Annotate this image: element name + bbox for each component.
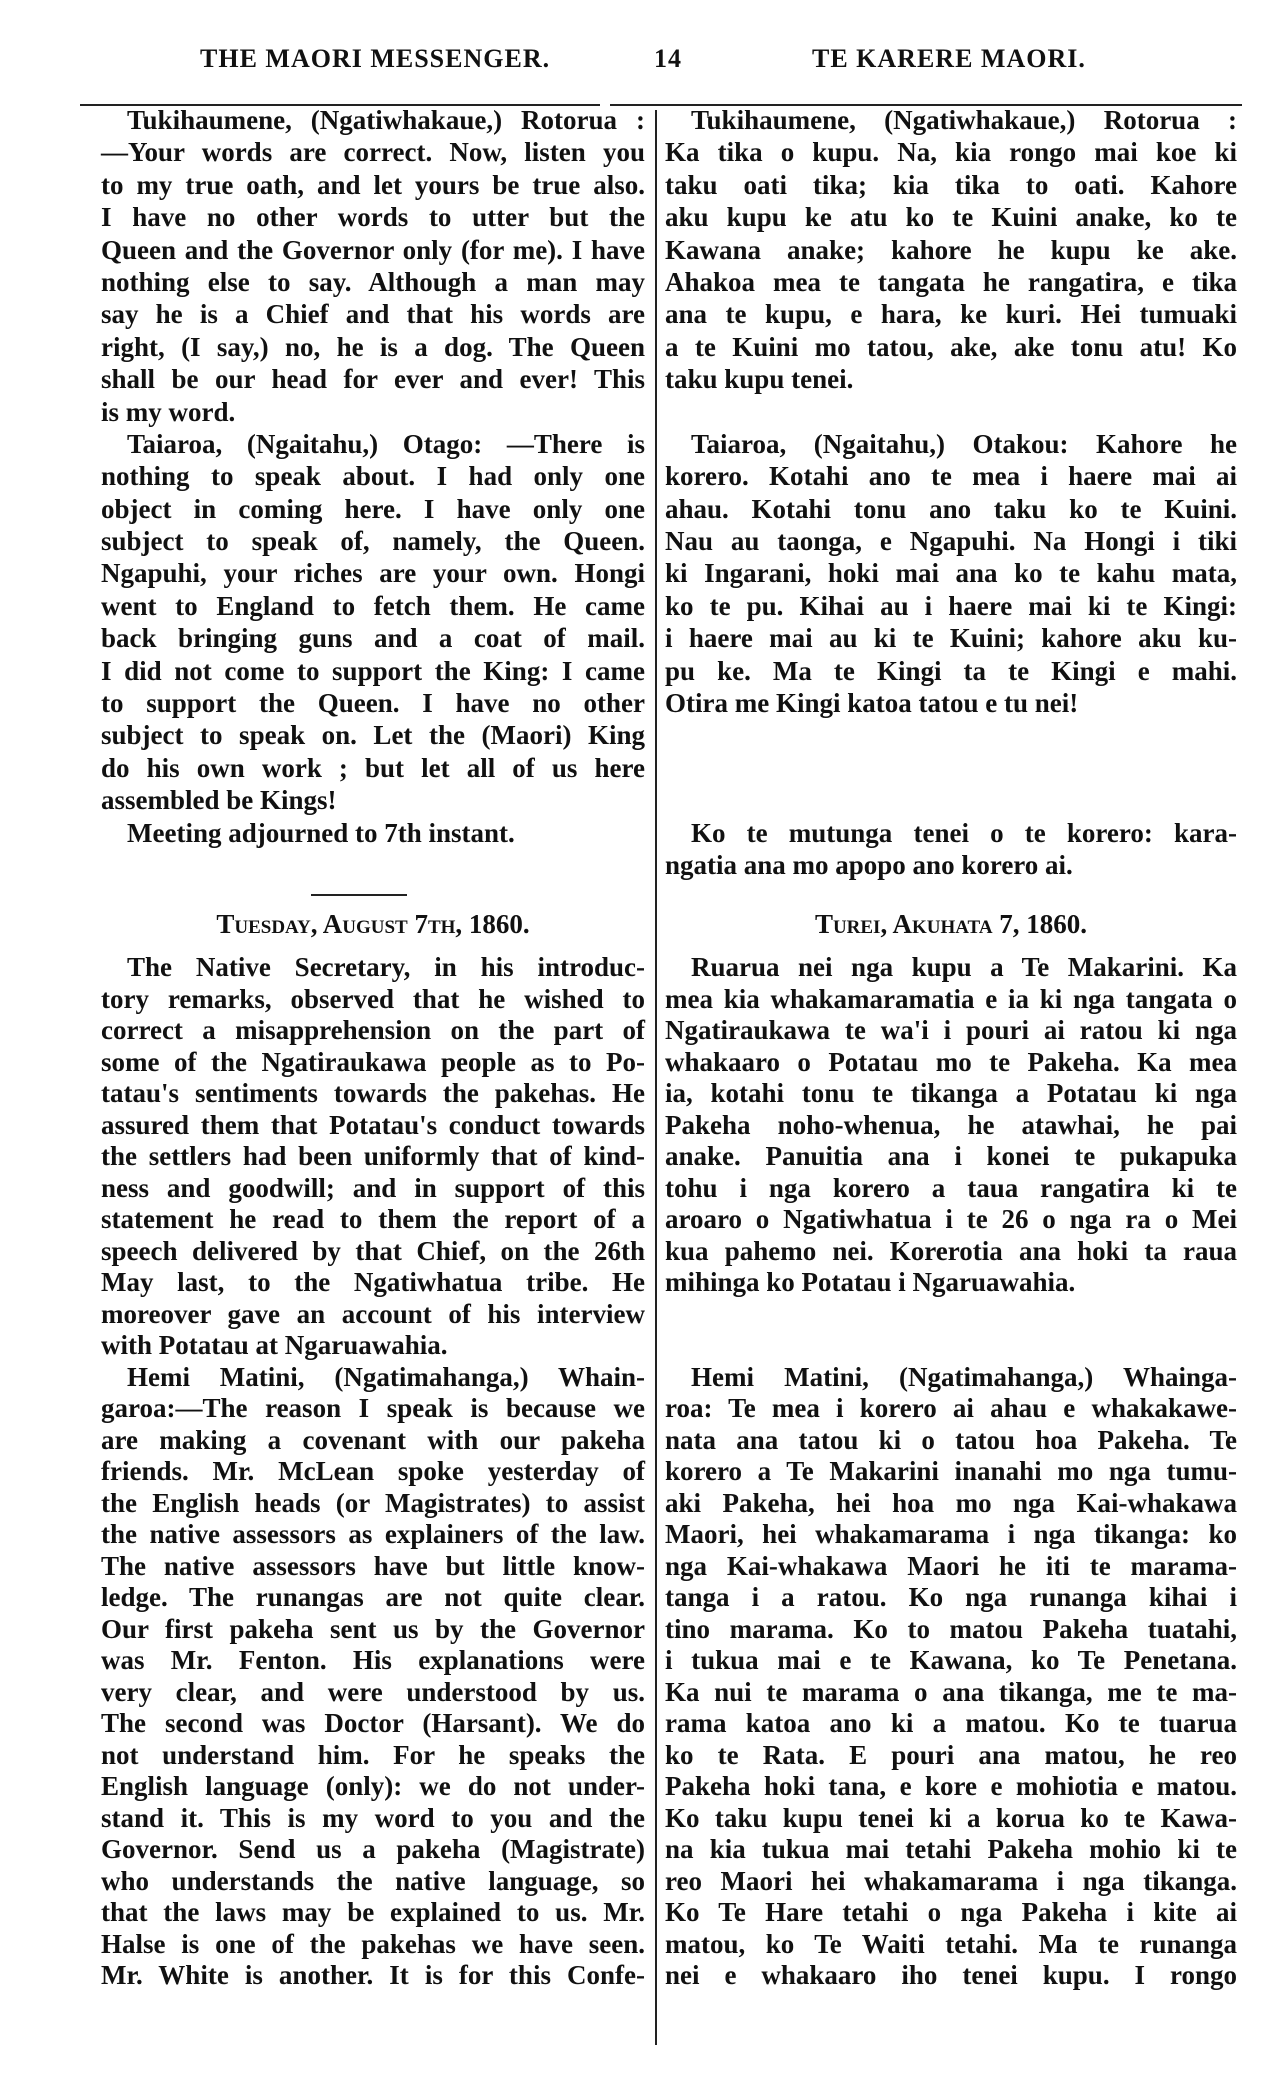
text-line: ana te kupu, e hara, ke kuri. Hei tumuaki (665, 299, 1237, 330)
text-line: Ka nui te marama o ana tikanga, me te ma- (665, 1676, 1237, 1707)
text-line: Maori, hei whakamarama i nga tikanga: ko (665, 1519, 1237, 1549)
text-line: Taiaroa, (Ngaitahu,) Otago: —There is (127, 428, 645, 459)
text-line: —Your words are correct. Now, listen you (101, 137, 645, 168)
text-line: korero a Te Makarini inanahi mo nga tumu- (665, 1456, 1237, 1486)
text-line: was Mr. Fenton. His explanations were (101, 1645, 645, 1675)
blank-line (665, 784, 1237, 816)
text-line: back bringing guns and a coat of mail. (101, 623, 645, 654)
maori-column-part2 (665, 952, 1237, 1992)
text-line: object in coming here. I have only one (101, 493, 645, 524)
text-line: pu ke. Ma te Kingi ta te Kingi e mahi. (665, 655, 1237, 686)
text-line: ngatia ana mo apopo ano korero ai. (665, 849, 1073, 880)
text-line: some of the Ngatiraukawa people as to Po- (101, 1046, 645, 1077)
masthead-maori-title: TE KARERE MAORI. (812, 44, 1086, 73)
text-line: moreover gave an account of his interview (101, 1298, 645, 1329)
text-line: reo Maori hei whakamarama i nga tikanga. (665, 1865, 1237, 1896)
text-line: The second was Doctor (Harsant). We do (101, 1708, 645, 1738)
text-line: the native assessors as explainers of the law. (101, 1519, 645, 1549)
text-line: aku kupu ke atu ko te Kuini anake, ko te (665, 202, 1237, 233)
text-line: roa: Te mea i korero ai ahau e whakakawe- (665, 1393, 1237, 1423)
text-line: that the laws may be explained to us. Mr. (101, 1897, 645, 1927)
text-line: mihinga ko Potatau i Ngaruawahia. (665, 1267, 1076, 1297)
text-line: ki Ingarani, hoki mai ana ko te kahu mata, (665, 558, 1237, 589)
text-line: garoa:—The reason I speak is because we (101, 1393, 645, 1423)
text-line: with Potatau at Ngaruawahia. (101, 1330, 448, 1360)
text-line: nata ana tatou ki o tatou hoa Pakeha. Te (665, 1424, 1237, 1455)
text-line: went to England to fetch them. He came (101, 590, 645, 621)
text-line: to my true oath, and let yours be true also. (101, 169, 645, 200)
text-line: do his own work ; but let all of us here (101, 752, 645, 783)
text-line: Kawana anake; kahore he kupu ke ake. (665, 234, 1237, 265)
text-line: i tukua mai e te Kawana, ko Te Penetana. (665, 1645, 1237, 1675)
english-date-heading: Tuesday, August 7th, 1860. (216, 909, 530, 939)
maori-date-heading: Turei, Akuhata 7, 1860. (814, 909, 1088, 939)
text-line: Mr. White is another. It is for this Confe- (101, 1960, 645, 1990)
text-line: the settlers had been uniformly that of kind- (101, 1141, 645, 1171)
text-line: stand it. This is my word to you and the (101, 1802, 645, 1833)
text-line: the English heads (or Magistrates) to assist (101, 1487, 645, 1518)
masthead-english-title: THE MAORI MESSENGER. (200, 44, 551, 73)
text-line: ledge. The runangas are not quite clear. (101, 1582, 645, 1612)
text-line: to support the Queen. I have no other (101, 688, 645, 719)
text-line: Hemi Matini, (Ngatimahanga,) Whain- (127, 1361, 645, 1392)
text-line: right, (I say,) no, he is a dog. The Queen (101, 331, 645, 362)
text-line: Ngapuhi, your riches are your own. Hongi (101, 558, 645, 589)
text-line: ia, kotahi tonu te tikanga a Potatau ki nga (665, 1078, 1237, 1108)
blank-line (665, 719, 1237, 751)
blank-line (665, 396, 1237, 428)
page-number: 14 (654, 44, 682, 73)
text-line: anake. Panuitia ana i konei te pukapuka (665, 1141, 1237, 1171)
text-line: subject to speak on. Let the (Maori) King (101, 720, 645, 751)
text-line: ko te Rata. E pouri ana matou, he reo (665, 1739, 1237, 1770)
text-line: Otira me Kingi katoa tatou e tu nei! (665, 688, 1079, 719)
text-line: subject to speak of, namely, the Queen. (101, 526, 645, 557)
text-line: Pakeha hoki tana, e kore e mohiotia e matou. (665, 1771, 1237, 1801)
text-line: tanga i a ratou. Ko nga runanga kihai i (665, 1582, 1237, 1612)
text-line: ahau. Kotahi tonu ano taku ko te Kuini. (665, 493, 1237, 524)
text-line: ko te pu. Kihai au i haere mai ki te Kingi: (665, 590, 1237, 621)
text-line: Nau au taonga, e Ngapuhi. Na Hongi i tiki (665, 526, 1237, 557)
text-line: Ngatiraukawa te wa'i i pouri ai ratou ki nga (665, 1015, 1237, 1045)
text-line: kua pahemo nei. Korerotia ana hoki ta raua (665, 1235, 1237, 1266)
text-line: Pakeha noho-whenua, he atawhai, he pai (665, 1109, 1237, 1140)
text-line: matou, ko Te Waiti tetahi. Ma te runanga (665, 1928, 1237, 1959)
text-line: Taiaroa, (Ngaitahu,) Otakou: Kahore he (691, 428, 1237, 459)
text-line: Meeting adjourned to 7th instant. (127, 817, 515, 848)
text-line: speech delivered by that Chief, on the 26th (101, 1235, 645, 1266)
text-line: correct a misapprehension on the part of (101, 1015, 645, 1045)
text-line: taku oati tika; kia tika to oati. Kahore (665, 169, 1237, 200)
text-line: i haere mai au ki te Kuini; kahore aku ku- (665, 623, 1237, 654)
text-line: is my word. (101, 396, 236, 427)
blank-line (665, 752, 1237, 784)
text-line: assembled be Kings! (101, 785, 337, 816)
section-separator-rule (311, 894, 407, 896)
text-line: statement he read to them the report of a (101, 1204, 645, 1234)
text-line: Ruarua nei nga kupu a Te Makarini. Ka (691, 952, 1237, 982)
text-line: taku kupu tenei. (665, 364, 854, 395)
text-line: Tukihaumene, (Ngatiwhakaue,) Rotorua : (691, 105, 1237, 135)
text-line: na kia tukua mai tetahi Pakeha mohio ki te (665, 1834, 1237, 1864)
text-line: korero. Kotahi ano te mea i haere mai ai (665, 461, 1237, 492)
text-line: Queen and the Governor only (for me). I have (101, 234, 645, 265)
blank-line (665, 1299, 1237, 1331)
english-column-part1 (101, 104, 645, 849)
text-line: The Native Secretary, in his introduc- (127, 952, 645, 982)
blank-line (665, 1330, 1237, 1362)
text-line: Ahakoa mea te tangata he rangatira, e tika (665, 266, 1237, 297)
text-line: very clear, and were understood by us. (101, 1676, 645, 1707)
text-line: I did not come to support the King: I came (101, 655, 645, 686)
english-column-part2 (101, 952, 645, 1992)
text-line: Ka tika o kupu. Na, kia rongo mai koe ki (665, 137, 1237, 168)
text-line: friends. Mr. McLean spoke yesterday of (101, 1456, 645, 1486)
text-line: mea kia whakamaramatia e ia ki nga tangata o (665, 983, 1237, 1014)
text-line: Our first pakeha sent us by the Governor (101, 1613, 645, 1644)
text-line: Governor. Send us a pakeha (Magistrate) (101, 1834, 645, 1864)
text-line: nga Kai-whakawa Maori he iti te marama- (665, 1550, 1237, 1581)
text-line: English language (only): we do not under- (101, 1771, 645, 1801)
text-line: rama katoa ano ki a matou. Ko te tuarua (665, 1708, 1237, 1738)
text-line: tino marama. Ko to matou Pakeha tuatahi, (665, 1613, 1237, 1644)
text-line: aroaro o Ngatiwhatua i te 26 o nga ra o Mei (665, 1204, 1237, 1234)
text-line: ness and goodwill; and in support of this (101, 1172, 645, 1203)
text-line: a te Kuini mo tatou, ake, ake tonu atu! Ko (665, 331, 1237, 362)
text-line: aki Pakeha, hei hoa mo nga Kai-whakawa (665, 1487, 1237, 1518)
text-line: Hemi Matini, (Ngatimahanga,) Whainga- (691, 1361, 1237, 1392)
text-line: nei e whakaaro iho tenei kupu. I rongo (665, 1960, 1237, 1990)
text-line: May last, to the Ngatiwhatua tribe. He (101, 1267, 645, 1297)
text-line: say he is a Chief and that his words are (101, 299, 645, 330)
text-line: nothing else to say. Although a man may (101, 266, 645, 297)
column-divider (655, 110, 657, 2045)
text-line: assured them that Potatau's conduct towards (101, 1109, 645, 1140)
text-line: Ko Te Hare tetahi o nga Pakeha i kite ai (665, 1897, 1237, 1927)
maori-column-part1 (665, 104, 1237, 881)
text-line: not understand him. For he speaks the (101, 1739, 645, 1770)
text-line: tory remarks, observed that he wished to (101, 983, 645, 1014)
text-line: Ko taku kupu tenei ki a korua ko te Kawa- (665, 1802, 1237, 1833)
text-line: tohu i nga korero a taua rangatira ki te (665, 1172, 1237, 1203)
text-line: are making a covenant with our pakeha (101, 1424, 645, 1455)
text-line: whakaaro o Potatau mo te Pakeha. Ka mea (665, 1046, 1237, 1077)
text-line: Ko te mutunga tenei o te korero: kara- (691, 817, 1237, 848)
text-line: nothing to speak about. I had only one (101, 461, 645, 492)
text-line: I have no other words to utter but the (101, 202, 645, 233)
text-line: Tukihaumene, (Ngatiwhakaue,) Rotorua : (127, 105, 645, 135)
text-line: tatau's sentiments towards the pakehas. He (101, 1078, 645, 1108)
text-line: shall be our head for ever and ever! This (101, 364, 645, 395)
text-line: who understands the native language, so (101, 1865, 645, 1896)
text-line: Halse is one of the pakehas we have seen. (101, 1928, 645, 1959)
text-line: The native assessors have but little know- (101, 1550, 645, 1581)
